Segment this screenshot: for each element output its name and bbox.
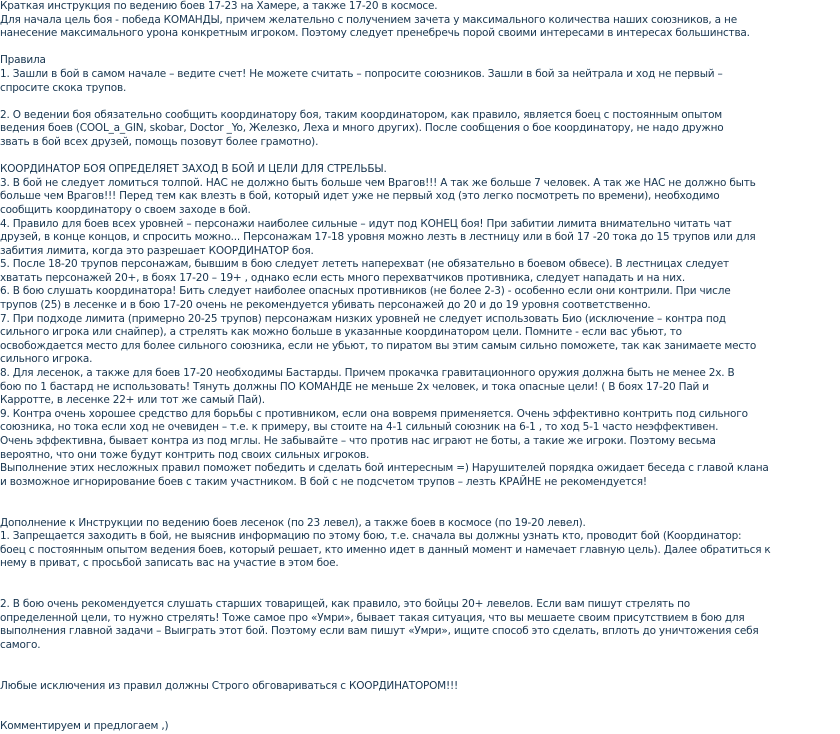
text-line: 5. После 18-20 трупов персонажам, бывшим в бою следует лететь наперехват (не обязательно в боевом обвесе). В лестницах следует <box>0 258 729 271</box>
text-line: 1. Зашли в бой в самом начале – ведите счет! Не можете считать – попросите союзников. Зашли в бой за нейтрала и ход не первый – <box>0 67 723 80</box>
text-line: 4. Правило для боев всех уровней – персонажи наиболее сильные – идут под КОНЕЦ боя! При забитии лимита внимательно читать чат <box>0 217 732 230</box>
paragraph-spacer <box>0 41 838 55</box>
paragraph-spacer <box>0 150 838 164</box>
paragraph <box>0 163 838 489</box>
text-line: Комментируем и предлогаем ,) <box>0 720 169 733</box>
paragraph-spacer <box>0 653 838 667</box>
text-line: 6. В бою слушать координатора! Бить следует наиболее опасных противников (не более 2-3) - особенно если они контрили. При числе <box>0 285 731 298</box>
text-line: и возможное игнорирование боев с таким участником. В бой с не подсчетом трупов – лезть КРАЙНЕ не рекомендуется! <box>0 475 647 488</box>
paragraph <box>0 598 838 652</box>
text-line: 8. Для лесенок, а также для боев 17-20 необходимы Бастарды. Причем прокачка гравитационного оружия должна быть не менее 2х. В <box>0 367 735 380</box>
text-line: союзника, но тока если ход не очевиден – т.е. к примеру, вы стоите на 4-1 сильный союзник на 6-1 , то ход 5-1 часто неэффективен. <box>0 421 719 434</box>
paragraph <box>0 517 838 571</box>
paragraph-spacer <box>0 707 838 721</box>
text-line: спросите скока трупов. <box>0 81 127 94</box>
text-line: больше чем Врагов!!! Перед тем как влезть в бой, который идет уже не первый ход (это легко посмотреть по времени), необходимо <box>0 190 720 203</box>
text-line: трупов (25) в лесенке и в бою 17-20 очень не рекомендуется убивать персонажей до 20 и до 19 уровня соответственно. <box>0 299 651 312</box>
text-line: сильного игрока или снайпер), а стрелять как можно больше в указанные координатором цели. Помните - если вас убьют, то <box>0 326 682 339</box>
text-line: 3. В бой не следует ломиться толпой. НАС не должно быть больше чем Врагов!!! А так же больше 7 человек. А так же НАС не должно быть <box>0 176 756 189</box>
text-line: Краткая инструкция по ведению боев 17-23 на Хамере, а также 17-20 в космосе. <box>0 0 438 12</box>
text-line: Правила <box>0 54 46 67</box>
paragraph-spacer <box>0 503 838 517</box>
text-line: Карротте, в лесенке 22+ или тот же самый Пай). <box>0 394 265 407</box>
text-line: Для начала цель боя - победа КОМАНДЫ, причем желательно с получением зачета у максимального количества наших союзников, а не <box>0 13 737 26</box>
text-line: самого. <box>0 638 41 651</box>
paragraph <box>0 0 838 41</box>
text-line: боец с постоянным опытом ведения боев, который решает, кто именно идет в данный момент и намечает главную цель). Далее обратиться к <box>0 543 771 556</box>
text-line: забития лимита, когда это разрешает КООРДИНАТОР боя. <box>0 244 314 257</box>
paragraph <box>0 720 838 734</box>
paragraph-spacer <box>0 585 838 599</box>
text-line: 1. Запрещается заходить в бой, не выяснив информацию по этому бою, т.е. сначала вы должны узнать кто, проводит бой (Координатор: <box>0 530 742 543</box>
text-line: 2. О ведении боя обязательно сообщить координатору боя, таким координатором, как правило, является боец с постоянным опытом <box>0 108 722 121</box>
text-line: 9. Контра очень хорошее средство для борьбы с противником, если она вовремя применяется. Очень эффективно контрить под сильного <box>0 407 748 420</box>
paragraph <box>0 109 838 150</box>
paragraph-spacer <box>0 666 838 680</box>
text-line: Выполнение этих несложных правил поможет победить и сделать бой интересным =) Нарушителей порядка ожидает беседа с главой клана <box>0 462 769 475</box>
text-line: нему в приват, с просьбой записать вас на участие в этом бое. <box>0 557 339 570</box>
text-line: Дополнение к Инструкции по ведению боев лесенок (по 23 левел), а также боев в космосе (по 19-20 левел). <box>0 516 586 529</box>
paragraph-spacer <box>0 95 838 109</box>
text-line: 7. При подходе лимита (примерно 20-25 трупов) персонажам низких уровней не следует использовать Био (исключение – контра под <box>0 312 726 325</box>
text-line: выполнения главной задачи – Выиграть этот бой. Поэтому если вам пишут «Умри», ищите способ это сделать, вплоть до уничтожения себя <box>0 625 759 638</box>
text-line: друзей, в конце концов, и спросить можно... Персонажам 17-18 уровня можно лезть в лестницу или в бой 17 -20 тока до 15 трупов или для <box>0 231 756 244</box>
text-line: бою по 1 бастард не использовать! Тянуть должны ПО КОМАНДЕ не меньше 2х человек, и тока опасные цели! ( В боях 17-20 Пай и <box>0 380 709 393</box>
paragraph-spacer <box>0 571 838 585</box>
text-line: сообщить координатору о своем заходе в бой. <box>0 203 251 216</box>
text-line: сильного игрока. <box>0 353 93 366</box>
text-line: определенной цели, то нужно стрелять! Тоже самое про «Умри», бывает такая ситуация, что вы мешаете своим присутствием в бою для <box>0 611 745 624</box>
paragraph-spacer <box>0 489 838 503</box>
text-line: КООРДИНАТОР БОЯ ОПРЕДЕЛЯЕТ ЗАХОД В БОЙ И ЦЕЛИ ДЛЯ СТРЕЛЬБЫ. <box>0 163 387 176</box>
paragraph <box>0 680 838 694</box>
text-line: Очень эффективна, бывает контра из под мглы. Не забывайте – что против нас играют не боты, а такие же игроки. Поэтому весьма <box>0 435 716 447</box>
text-line: освобождается место для более сильного союзника, если не убьют, то пиратом вы этим самым сильно поможете, так как занимаете место <box>0 339 757 352</box>
text-line: 2. В бою очень рекомендуется слушать старших товарищей, как правило, это бойцы 20+ левелов. Если вам пишут стрелять по <box>0 598 690 611</box>
text-line: вероятно, что они тоже будут контрить под своих сильных игроков. <box>0 448 370 461</box>
text-line: нанесение максимального урона конкретным игроком. Поэтому следует пренебречь порой своими интересами в интересах большинства. <box>0 27 750 40</box>
paragraph <box>0 54 838 95</box>
text-line: Любые исключения из правил должны Строго обговариваться с КООРДИНАТОРОМ!!! <box>0 679 459 692</box>
text-line: звать в бой всех друзей, помощь позовут более грамотно). <box>0 135 319 148</box>
text-line: хватать персонажей 20+, в боях 17-20 – 19+ , однако если есть много перехватчиков противника, следует нападать и на них. <box>0 271 685 284</box>
text-line: ведения боев (COOL_a_GIN, skobar, Doctor _Yo, Железко, Леха и много других). После сообщения о бое координатору, не надо дружно <box>0 122 724 135</box>
paragraph-spacer <box>0 693 838 707</box>
